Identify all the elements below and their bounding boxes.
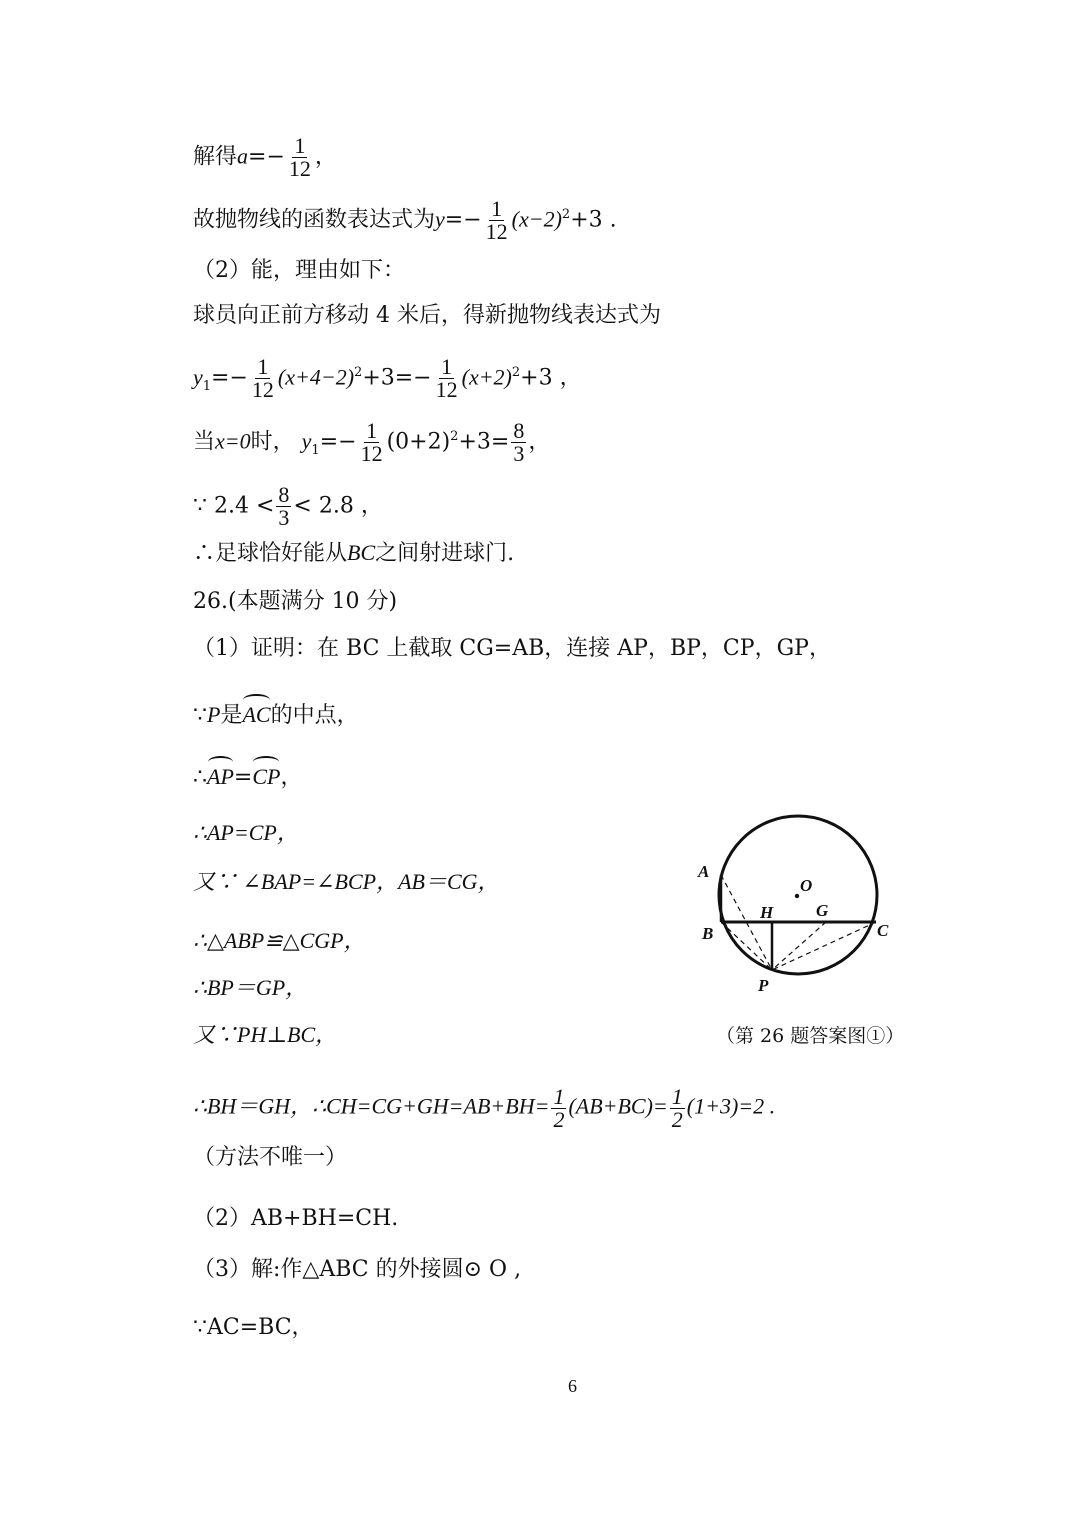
label-b: B <box>702 924 714 943</box>
parabola-expression-line: 故抛物线的函数表达式为y=− $\frac{1}{12}$ $(x-2)^2+3$ . <box>193 196 617 244</box>
page-number: 6 <box>568 1376 577 1396</box>
figure-caption: （第 26 题答案图①） <box>716 1025 905 1047</box>
move-statement: 球员向正前方移动 4 米后，得新抛物线表达式为 <box>193 303 661 328</box>
part2-answer: （2）AB+BH=CH. <box>193 1206 399 1231</box>
ap-cp-line: ∴AP=CP， <box>193 820 299 845</box>
ch-result-line: ∴BH＝GH，∴CH=CG+GH=AB+BH= $\frac{1}{2}$ (AB+BC)= $\frac{1}{2}$ (1+3)=2 . <box>193 1084 776 1132</box>
method-note: （方法不唯一） <box>193 1145 348 1170</box>
question-26-heading: 26.(本题满分 10 分) <box>193 589 398 614</box>
proof-setup-line: （1）证明：在 BC 上截取 CG=AB，连接 AP，BP，CP，GP， <box>193 636 831 661</box>
segment-gp <box>772 922 826 970</box>
ac-bc-line: ∵AC=BC， <box>193 1315 314 1340</box>
new-parabola-line: $y_1=-$ $\frac{1}{12}$ $(x+4-2)^2+3=-$ $\frac{1}{12}$ $(x+2)^2+3$ ， <box>193 354 582 402</box>
bp-gp-line: ∴BP＝GP， <box>193 975 308 1000</box>
label-c: C <box>877 921 889 940</box>
segment-cp <box>772 922 876 970</box>
x-zero-line: 当x=0时， $y_1=-$ $\frac{1}{12}$ $(0+2)^2+3=$ $\frac{8}{3}$ ， <box>193 418 551 466</box>
solve-a-line: 解得a=− $\frac{1}{12}$ ， <box>193 133 337 181</box>
label-g: G <box>816 901 829 920</box>
congruent-line: ∴△ABP≌△CGP， <box>193 928 366 953</box>
equal-arcs-line: ∴AP=CP， <box>193 764 303 790</box>
perpendicular-line: 又∵PH⊥BC， <box>193 1022 338 1047</box>
part3-solution: （3）解:作△ABC 的外接圆⊙ O , <box>193 1257 522 1282</box>
circle-diagram <box>690 810 900 1000</box>
part2-heading: （2）能，理由如下： <box>193 258 405 283</box>
geometry-figure <box>690 810 900 1000</box>
center-point <box>795 894 799 898</box>
angle-line: 又∵ ∠BAP=∠BCP，AB＝CG， <box>193 869 500 894</box>
label-a: A <box>698 862 710 881</box>
label-h: H <box>760 903 774 922</box>
segment-bp <box>721 922 772 970</box>
label-o: O <box>800 876 813 895</box>
midpoint-line: ∵P是AC的中点， <box>193 702 359 728</box>
conclusion-line: ∴足球恰好能从BC之间射进球门. <box>193 540 515 566</box>
label-p: P <box>758 976 769 995</box>
inequality-line: ∵ 2.4 < $\frac{8}{3}$ < 2.8 ， <box>193 482 383 530</box>
